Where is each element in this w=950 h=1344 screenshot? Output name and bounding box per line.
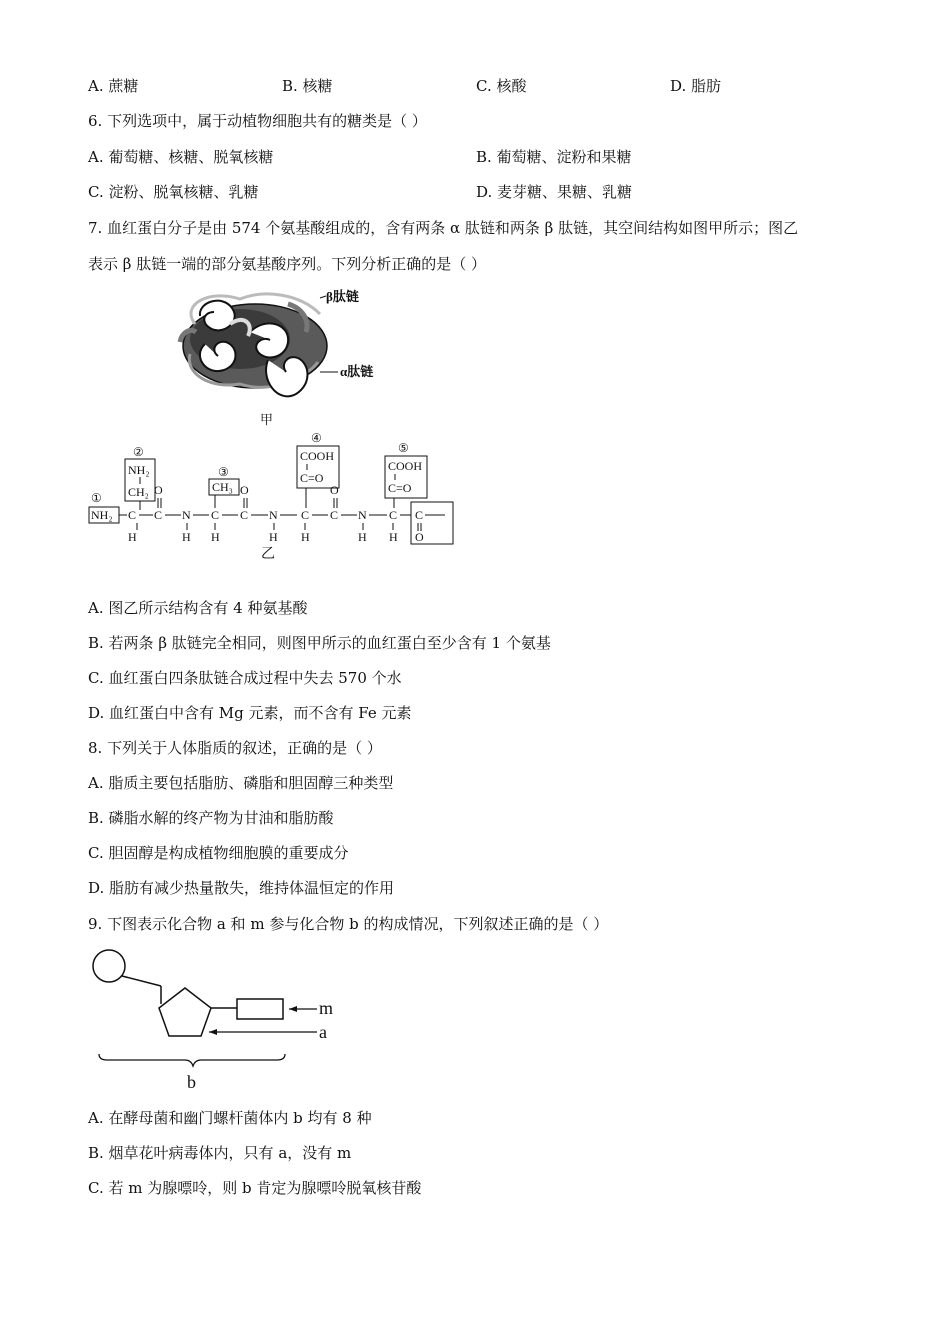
residue2-nh: H xyxy=(182,530,191,544)
residue2-n: N xyxy=(182,508,191,522)
q6-stem: 6. 下列选项中，属于动植物细胞共有的糖类是（ ） xyxy=(88,112,427,130)
q8-option-c: C. 胆固醇是构成植物细胞膜的重要成分 xyxy=(88,844,349,862)
q6-option-c: C. 淀粉、脱氧核糖、乳糖 xyxy=(88,183,259,201)
box2-nh2: NH₂ xyxy=(128,463,150,477)
q5-option-c: C. 核酸 xyxy=(476,77,527,95)
residue3-nh: H xyxy=(269,530,278,544)
q5-option-d: D. 脂肪 xyxy=(670,77,722,95)
figure-jia-caption: 甲 xyxy=(260,412,274,427)
residue4-n: N xyxy=(358,508,367,522)
q8-option-b: B. 磷脂水解的终产物为甘油和脂肪酸 xyxy=(88,809,334,827)
q7-option-c: C. 血红蛋白四条肽链合成过程中失去 570 个水 xyxy=(88,669,402,687)
q9-option-c: C. 若 m 为腺嘌呤，则 b 肯定为腺嘌呤脱氧核苷酸 xyxy=(88,1179,422,1197)
box6-o: O xyxy=(415,530,424,544)
box3-ch3: CH₃ xyxy=(212,480,233,494)
nucleotide-figure xyxy=(85,944,355,1092)
box2-ch2: CH₂ xyxy=(128,485,149,499)
pentose-pentagon xyxy=(159,988,211,1036)
label-m: m xyxy=(319,998,334,1018)
residue1-o: O xyxy=(154,483,163,497)
circled-number-5: ⑤ xyxy=(398,441,409,455)
q6-option-a: A. 葡萄糖、核糖、脱氧核糖 xyxy=(88,148,274,166)
q7-option-d: D. 血红蛋白中含有 Mg 元素，而不含有 Fe 元素 xyxy=(88,704,412,722)
residue3-c-carbonyl: C xyxy=(330,508,339,522)
peptide-sequence-figure xyxy=(85,430,455,565)
box4-c-eq-o: C=O xyxy=(300,471,324,485)
phosphate-bond xyxy=(122,976,161,986)
circled-number-2: ② xyxy=(133,445,144,459)
q9-stem: 9. 下图表示化合物 a 和 m 参与化合物 b 的构成情况，下列叙述正确的是（ ） xyxy=(88,915,609,933)
q8-option-a: A. 脂质主要包括脂肪、磷脂和胆固醇三种类型 xyxy=(88,774,394,792)
brace-b xyxy=(99,1054,285,1066)
hemoglobin-figure xyxy=(170,284,400,430)
q8-option-d: D. 脂肪有减少热量散失，维持体温恒定的作用 xyxy=(88,879,395,897)
box6-c: C xyxy=(415,508,424,522)
q6-option-d: D. 麦芽糖、果糖、乳糖 xyxy=(476,183,633,201)
box5-cooh: COOH xyxy=(388,459,423,473)
q7-option-a: A. 图乙所示结构含有 4 种氨基酸 xyxy=(88,599,308,617)
label-a: a xyxy=(319,1022,327,1042)
q6-option-b: B. 葡萄糖、淀粉和果糖 xyxy=(476,148,632,166)
circled-number-1: ① xyxy=(91,491,102,505)
residue4-h: H xyxy=(389,530,398,544)
alpha-chain-label: α肽链 xyxy=(340,364,374,379)
residue3-o: O xyxy=(330,483,339,497)
circled-number-3: ③ xyxy=(218,465,229,479)
q5-option-a: A. 蔗糖 xyxy=(88,77,139,95)
residue1-c-carbonyl: C xyxy=(154,508,163,522)
q7-stem-line1: 7. 血红蛋白分子是由 574 个氨基酸组成的，含有两条 α 肽链和两条 β 肽链，其空间结构如图甲所示；图乙 xyxy=(88,219,799,237)
label-b: b xyxy=(187,1072,196,1092)
q7-stem-line2: 表示 β 肽链一端的部分氨基酸序列。下列分析正确的是（ ） xyxy=(88,255,486,273)
residue2-o: O xyxy=(240,483,249,497)
q5-option-b: B. 核糖 xyxy=(282,77,333,95)
box4-cooh: COOH xyxy=(300,449,335,463)
residue1-c-alpha: C xyxy=(128,508,137,522)
residue1-h: H xyxy=(128,530,137,544)
beta-chain-label: β肽链 xyxy=(326,289,359,304)
q9-option-b: B. 烟草花叶病毒体内，只有 a，没有 m xyxy=(88,1144,352,1162)
hemoglobin-blob xyxy=(180,294,327,396)
residue2-c-alpha: C xyxy=(211,508,220,522)
residue3-h: H xyxy=(301,530,310,544)
amino-group-1: NH₂ xyxy=(91,508,113,522)
residue2-h: H xyxy=(211,530,220,544)
residue3-c-alpha: C xyxy=(301,508,310,522)
base-rectangle xyxy=(237,999,283,1019)
q9-option-a: A. 在酵母菌和幽门螺杆菌体内 b 均有 8 种 xyxy=(88,1109,372,1127)
q7-option-b: B. 若两条 β 肽链完全相同，则图甲所示的血红蛋白至少含有 1 个氨基 xyxy=(88,634,551,652)
circled-number-4: ④ xyxy=(311,431,322,445)
box5-c-eq-o: C=O xyxy=(388,481,412,495)
q8-stem: 8. 下列关于人体脂质的叙述，正确的是（ ） xyxy=(88,739,382,757)
figure-yi-caption: 乙 xyxy=(261,547,275,562)
residue3-n: N xyxy=(269,508,278,522)
phosphate-circle xyxy=(93,950,125,982)
residue2-c-carbonyl: C xyxy=(240,508,249,522)
residue4-c-alpha: C xyxy=(389,508,398,522)
residue4-nh: H xyxy=(358,530,367,544)
